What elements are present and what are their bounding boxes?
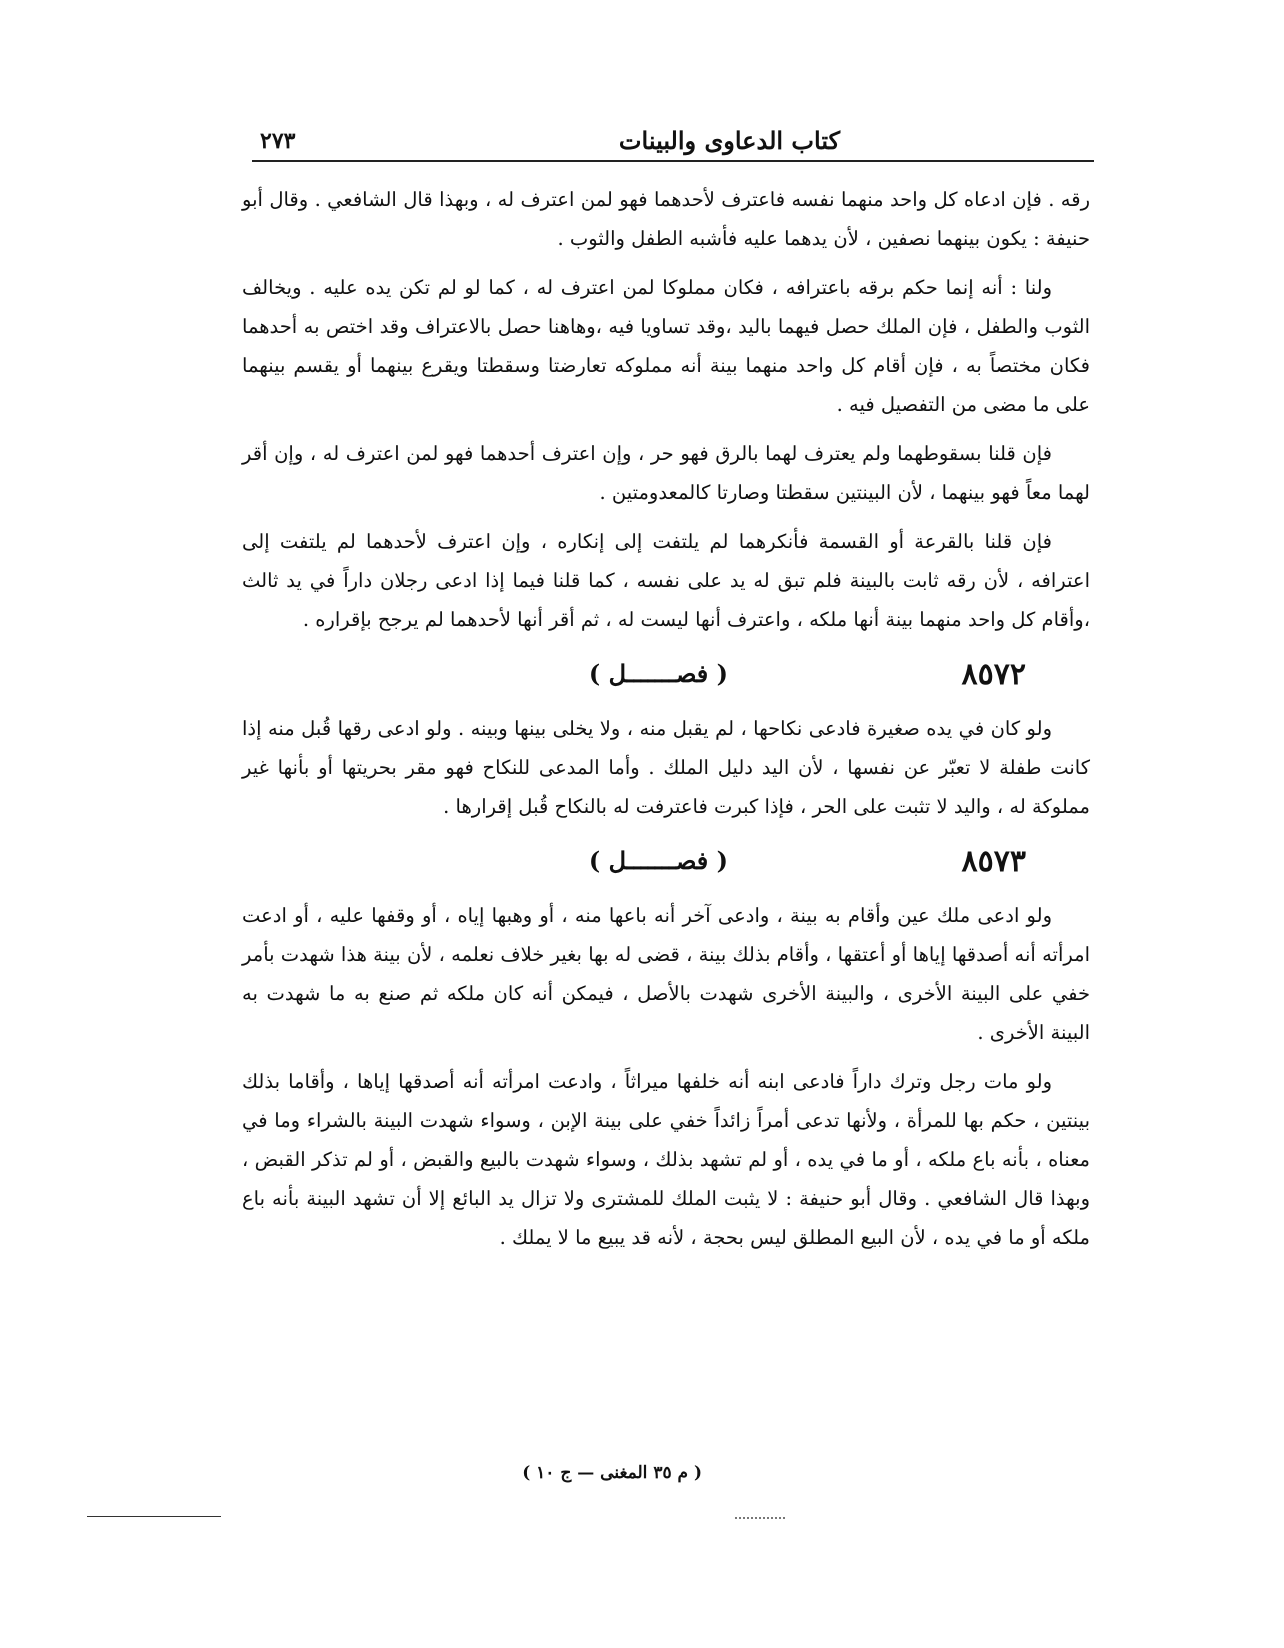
section-title: ( فصـــــــل ) [588,659,728,688]
section-number: ٨٥٧٢ [961,657,1026,692]
section-heading [242,653,1090,705]
paragraph: فإن قلنا بالقرعة أو القسمة فأنكرهما لم يلتفت إلى إنكاره ، وإن اعترف لأحدهما لم يلتفت إلى اعترافه ، لأن رقه ثابت بالبينة فلم تبق له يد على نفسه ، كما قلنا فيما إذا ادعى رجلان داراً في يد ثالث ،وأقام كل واحد منهما بينة أنها ملكه ، واعترف أنها ليست له ، ثم أقر أنها لأحدهما لم يرجح بإقراره . [242,530,1090,631]
paragraph: ولو ادعى ملك عين وأقام به بينة ، وادعى آخر أنه باعها منه ، أو وهبها إياه ، أو وقفها عليه ، أو ادعت امرأته أنه أصدقها إياها أو أعتقها ، وأقام بذلك بينة ، قضى له بها بغير خلاف نعلمه ، لأن بينة هذا شهدت بأمر خفي على البينة الأخرى ، والبينة الأخرى شهدت بالأصل ، فيمكن أنه كان ملكه ثم صنع به ما شهدت به البينة الأخرى . [242,904,1091,1044]
paragraph: ولو كان في يده صغيرة فادعى نكاحها ، لم يقبل منه ، ولا يخلى بينها وبينه . ولو ادعى رقها قُبل منه إذا كانت طفلة لا تعبّر عن نفسها ، لأن اليد دليل الملك . وأما المدعى للنكاح فهو مقر بحريتها أو بأنها غير مملوكة له ، واليد لا تثبت على الحر ، فإذا كبرت فاعترفت له بالنكاح قُبل إقرارها . [242,717,1090,818]
section-title: ( فصـــــــل ) [588,846,728,875]
paragraph: فإن قلنا بسقوطهما ولم يعترف لهما بالرق فهو حر ، وإن اعترف أحدهما فهو لمن اعترف له ، وإن أقر لهما معاً فهو بينهما ، لأن البينتين سقطتا وصارتا كالمعدومتين . [242,442,1090,504]
footnote-rule [87,1516,221,1517]
section-heading [242,840,1090,892]
page-body [242,180,1090,1267]
running-title: كتاب الدعاوى والبينات [618,126,840,155]
paragraph: ولنا : أنه إنما حكم برقه باعترافه ، فكان مملوكا لمن اعترف له ، كما لو لم تكن يده عليه . ويخالف الثوب والطفل ، فإن الملك حصل فيهما باليد ،وقد تساويا فيه ،وهاهنا حصل بالاعتراف وقد اختص به أحدهما فكان مختصاً به ، فإن أقام كل واحد منهما بينة أنه مملوكه تعارضتا وسقطتا ويقرع بينهما أو يقسم بينهما على ما مضى من التفصيل فيه . [242,276,1090,416]
page-header [252,122,1090,162]
page-number: ٢٧٣ [260,128,296,154]
header-rule [252,160,1094,162]
paragraph: رقه . فإن ادعاه كل واحد منهما نفسه فاعترف لأحدهما فهو لمن اعترف له ، وبهذا قال الشافعي . وقال أبو حنيفة : يكون بينهما نصفين ، لأن يدهما عليه فأشبه الطفل والثوب . [242,188,1090,250]
scan-marks [735,1517,785,1521]
section-number: ٨٥٧٣ [961,844,1026,879]
paragraph: ولو مات رجل وترك داراً فادعى ابنه أنه خلفها ميراثاً ، وادعت امرأته أنه أصدقها إياها ، وأقاما بذلك بينتين ، حكم بها للمرأة ، ولأنها تدعى أمراً زائداً خفي على بينة الإبن ، وسواء شهدت البينة بالشراء وما في معناه ، بأنه باع ملكه ، أو ما في يده ، أو لم تشهد بذلك ، وسواء شهدت بالبيع والقبض ، أو لم تذكر القبض ، وبهذا قال الشافعي . وقال أبو حنيفة : لا يثبت الملك للمشترى ولا تزال يد البائع إلا أن تشهد البينة بأنه باع ملكه أو ما في يده ، لأن البيع المطلق ليس بحجة ، لأنه قد يبيع ما لا يملك . [242,1070,1090,1249]
signature-mark: ( م ٣٥ المغنى — ج ١٠ ) [522,1463,702,1483]
